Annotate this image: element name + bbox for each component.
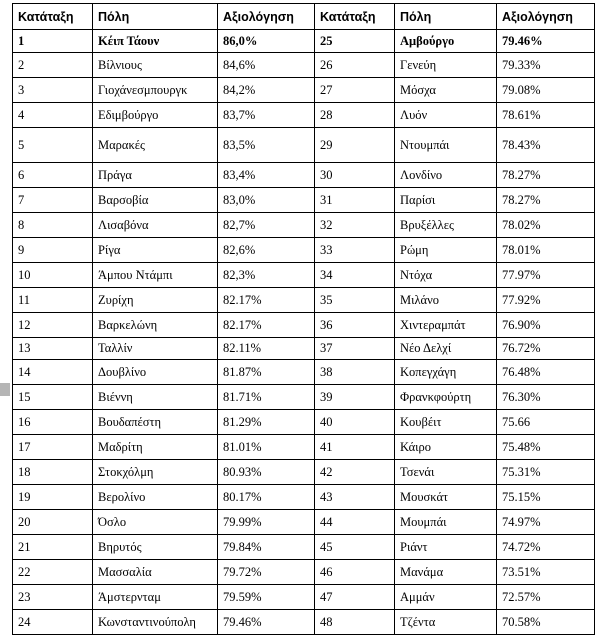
city-cell: Λυόν <box>395 103 497 128</box>
table-row <box>13 610 595 635</box>
rank-cell: 17 <box>13 435 93 460</box>
rating-cell: 83,0% <box>218 188 315 213</box>
rank-cell: 30 <box>315 163 395 188</box>
city-cell: Νέο Δελχί <box>395 338 497 360</box>
table-row <box>13 485 595 510</box>
rating-cell: 78.43% <box>497 128 595 163</box>
rating-cell: 76.72% <box>497 338 595 360</box>
city-cell: Φρανκφούρτη <box>395 385 497 410</box>
city-cell: Βιέννη <box>93 385 218 410</box>
table-row <box>13 460 595 485</box>
rating-cell: 79.59% <box>218 585 315 610</box>
rank-cell: 18 <box>13 460 93 485</box>
table-row <box>13 288 595 313</box>
city-cell: Ρώμη <box>395 238 497 263</box>
table-row <box>13 188 595 213</box>
rating-cell: 82.11% <box>218 338 315 360</box>
rank-cell: 28 <box>315 103 395 128</box>
rating-cell: 76.48% <box>497 360 595 385</box>
rank-cell: 38 <box>315 360 395 385</box>
rating-cell: 73.51% <box>497 560 595 585</box>
rating-cell: 78.27% <box>497 188 595 213</box>
city-cell: Μόσχα <box>395 78 497 103</box>
rating-cell: 76.90% <box>497 313 595 338</box>
city-cell: Τζέντα <box>395 610 497 635</box>
city-cell: Άμστερνταμ <box>93 585 218 610</box>
city-cell: Βερολίνο <box>93 485 218 510</box>
header-city: Πόλη <box>93 4 218 30</box>
rank-cell: 31 <box>315 188 395 213</box>
city-cell: Δουβλίνο <box>93 360 218 385</box>
header-rank: Κατάταξη <box>13 4 93 30</box>
rank-cell: 3 <box>13 78 93 103</box>
city-cell: Άμπου Ντάμπι <box>93 263 218 288</box>
header-city-2: Πόλη <box>395 4 497 30</box>
city-cell: Πράγα <box>93 163 218 188</box>
city-cell: Χιντεραμπάτ <box>395 313 497 338</box>
rank-cell: 19 <box>13 485 93 510</box>
rank-cell: 42 <box>315 460 395 485</box>
city-cell: Βρυξέλλες <box>395 213 497 238</box>
rank-cell: 9 <box>13 238 93 263</box>
city-cell: Όσλο <box>93 510 218 535</box>
rating-cell: 72.57% <box>497 585 595 610</box>
table-row <box>13 78 595 103</box>
rank-cell: 32 <box>315 213 395 238</box>
rank-cell: 21 <box>13 535 93 560</box>
city-cell: Λονδίνο <box>395 163 497 188</box>
rating-cell: 82.17% <box>218 288 315 313</box>
table-row <box>13 560 595 585</box>
rank-cell: 33 <box>315 238 395 263</box>
rank-cell: 10 <box>13 263 93 288</box>
rating-cell: 82,6% <box>218 238 315 263</box>
rank-cell: 43 <box>315 485 395 510</box>
rank-cell: 14 <box>13 360 93 385</box>
rating-cell: 83,7% <box>218 103 315 128</box>
rating-cell: 79.84% <box>218 535 315 560</box>
rank-cell: 25 <box>315 30 395 53</box>
rating-cell: 81.87% <box>218 360 315 385</box>
city-cell: Ρίγα <box>93 238 218 263</box>
rating-cell: 82.17% <box>218 313 315 338</box>
table-row <box>13 313 595 338</box>
page-edge-marker <box>0 383 10 396</box>
rank-cell: 23 <box>13 585 93 610</box>
table-row <box>13 585 595 610</box>
rank-cell: 15 <box>13 385 93 410</box>
rank-cell: 8 <box>13 213 93 238</box>
rating-cell: 79.33% <box>497 53 595 78</box>
rank-cell: 26 <box>315 53 395 78</box>
city-cell: Ζυρίχη <box>93 288 218 313</box>
city-cell: Στοκχόλμη <box>93 460 218 485</box>
rating-cell: 79.46% <box>218 610 315 635</box>
rank-cell: 20 <box>13 510 93 535</box>
rank-cell: 1 <box>13 30 93 53</box>
city-cell: Παρίσι <box>395 188 497 213</box>
rating-cell: 78.27% <box>497 163 595 188</box>
city-cell: Βίλνιους <box>93 53 218 78</box>
city-cell: Γενεύη <box>395 53 497 78</box>
rank-cell: 44 <box>315 510 395 535</box>
rating-cell: 76.30% <box>497 385 595 410</box>
rating-cell: 75.15% <box>497 485 595 510</box>
header-row <box>13 4 595 30</box>
city-cell: Μαδρίτη <box>93 435 218 460</box>
rating-cell: 78.01% <box>497 238 595 263</box>
city-cell: Κέιπ Τάουν <box>93 30 218 53</box>
city-cell: Βαρσοβία <box>93 188 218 213</box>
rank-cell: 47 <box>315 585 395 610</box>
rating-cell: 80.17% <box>218 485 315 510</box>
table-row <box>13 338 595 360</box>
table-row <box>13 385 595 410</box>
city-cell: Αμμάν <box>395 585 497 610</box>
rank-cell: 40 <box>315 410 395 435</box>
rank-cell: 16 <box>13 410 93 435</box>
rank-cell: 22 <box>13 560 93 585</box>
table-row <box>13 263 595 288</box>
rank-cell: 39 <box>315 385 395 410</box>
city-cell: Κουβέιτ <box>395 410 497 435</box>
rank-cell: 12 <box>13 313 93 338</box>
rating-cell: 74.97% <box>497 510 595 535</box>
rating-cell: 86,0% <box>218 30 315 53</box>
city-cell: Βηρυτός <box>93 535 218 560</box>
rating-cell: 77.92% <box>497 288 595 313</box>
city-cell: Ντόχα <box>395 263 497 288</box>
city-cell: Μασσαλία <box>93 560 218 585</box>
city-ranking-table <box>12 3 595 635</box>
rank-cell: 27 <box>315 78 395 103</box>
rank-cell: 7 <box>13 188 93 213</box>
rating-cell: 75.31% <box>497 460 595 485</box>
rank-cell: 41 <box>315 435 395 460</box>
city-cell: Κωνσταντινούπολη <box>93 610 218 635</box>
rating-cell: 84,2% <box>218 78 315 103</box>
table-row <box>13 128 595 163</box>
rating-cell: 81.29% <box>218 410 315 435</box>
city-cell: Αμβούργο <box>395 30 497 53</box>
rating-cell: 78.61% <box>497 103 595 128</box>
table-row <box>13 30 595 53</box>
table-row <box>13 360 595 385</box>
rating-cell: 79.99% <box>218 510 315 535</box>
city-cell: Εδιμβούργο <box>93 103 218 128</box>
rank-cell: 13 <box>13 338 93 360</box>
table-row <box>13 238 595 263</box>
rating-cell: 75.48% <box>497 435 595 460</box>
header-rating-2: Αξιολόγηση <box>497 4 595 30</box>
table-row <box>13 535 595 560</box>
rating-cell: 80.93% <box>218 460 315 485</box>
rank-cell: 48 <box>315 610 395 635</box>
city-cell: Ντουμπάι <box>395 128 497 163</box>
table-row <box>13 435 595 460</box>
rank-cell: 6 <box>13 163 93 188</box>
rating-cell: 79.08% <box>497 78 595 103</box>
rating-cell: 74.72% <box>497 535 595 560</box>
table-row <box>13 53 595 78</box>
rank-cell: 35 <box>315 288 395 313</box>
rank-cell: 29 <box>315 128 395 163</box>
city-cell: Βουδαπέστη <box>93 410 218 435</box>
city-cell: Λισαβόνα <box>93 213 218 238</box>
rating-cell: 83,5% <box>218 128 315 163</box>
rank-cell: 37 <box>315 338 395 360</box>
rank-cell: 4 <box>13 103 93 128</box>
city-cell: Μουμπάι <box>395 510 497 535</box>
city-cell: Μουσκάτ <box>395 485 497 510</box>
rank-cell: 5 <box>13 128 93 163</box>
rank-cell: 34 <box>315 263 395 288</box>
rating-cell: 82,3% <box>218 263 315 288</box>
city-cell: Μανάμα <box>395 560 497 585</box>
city-cell: Ταλλίν <box>93 338 218 360</box>
rank-cell: 24 <box>13 610 93 635</box>
city-cell: Κοπεγχάγη <box>395 360 497 385</box>
city-cell: Κάιρο <box>395 435 497 460</box>
header-rating: Αξιολόγηση <box>218 4 315 30</box>
table-row <box>13 510 595 535</box>
table-row <box>13 163 595 188</box>
rating-cell: 81.01% <box>218 435 315 460</box>
rating-cell: 70.58% <box>497 610 595 635</box>
rating-cell: 81.71% <box>218 385 315 410</box>
rating-cell: 82,7% <box>218 213 315 238</box>
city-cell: Ριάντ <box>395 535 497 560</box>
city-cell: Βαρκελώνη <box>93 313 218 338</box>
rank-cell: 46 <box>315 560 395 585</box>
rank-cell: 45 <box>315 535 395 560</box>
table-row <box>13 410 595 435</box>
rating-cell: 78.02% <box>497 213 595 238</box>
header-rank-2: Κατάταξη <box>315 4 395 30</box>
rank-cell: 11 <box>13 288 93 313</box>
table-row <box>13 103 595 128</box>
rank-cell: 36 <box>315 313 395 338</box>
rating-cell: 77.97% <box>497 263 595 288</box>
city-cell: Τσενάι <box>395 460 497 485</box>
city-cell: Μιλάνο <box>395 288 497 313</box>
rank-cell: 2 <box>13 53 93 78</box>
table-row <box>13 213 595 238</box>
rating-cell: 75.66 <box>497 410 595 435</box>
rating-cell: 79.46% <box>497 30 595 53</box>
city-cell: Μαρακές <box>93 128 218 163</box>
rating-cell: 83,4% <box>218 163 315 188</box>
rating-cell: 79.72% <box>218 560 315 585</box>
rating-cell: 84,6% <box>218 53 315 78</box>
city-cell: Γιοχάνεσμπουργκ <box>93 78 218 103</box>
